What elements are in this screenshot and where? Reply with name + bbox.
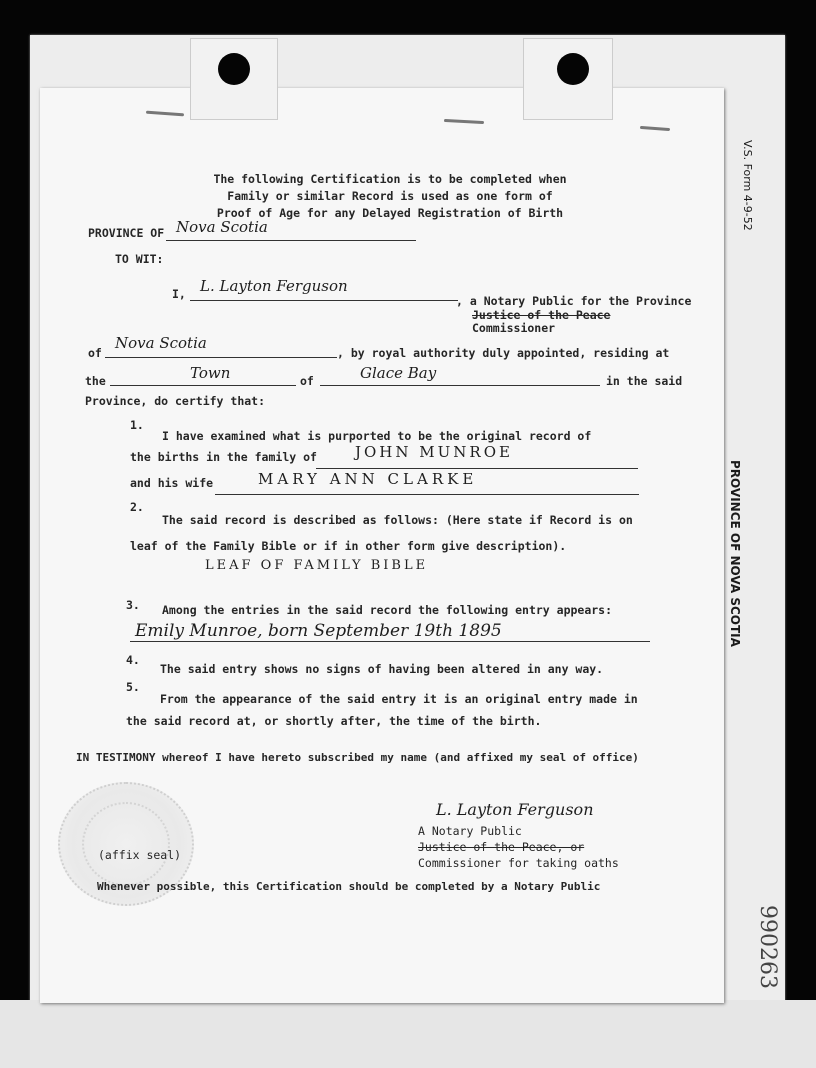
province-label: PROVINCE OF	[88, 226, 165, 240]
role-commissioner: Commissioner	[472, 321, 556, 335]
notary-name: L. Layton Ferguson	[200, 277, 348, 295]
header-line-1: The following Certification is to be completed when	[213, 172, 567, 186]
of-label: of	[88, 346, 102, 360]
item-2-number: 2.	[130, 500, 144, 514]
entry-line	[130, 641, 650, 642]
town-value: Town	[190, 364, 231, 382]
family-line	[316, 468, 638, 469]
role-justice: Justice of the Peace	[472, 308, 611, 322]
place-value: Glace Bay	[360, 364, 437, 382]
testimony-text: IN TESTIMONY whereof I have hereto subscribed my name (and affixed my seal of office)	[76, 751, 639, 764]
province-side-label: PROVINCE OF NOVA SCOTIA	[728, 460, 742, 647]
the-label: the	[85, 374, 106, 388]
sig-notary-public: A Notary Public	[418, 824, 522, 838]
item-5-line-1: From the appearance of the said entry it is an original entry made in	[160, 692, 638, 706]
item-1-line-2: the births in the family of	[130, 450, 317, 464]
certify-text: Province, do certify that:	[85, 394, 266, 408]
notary-signature: L. Layton Ferguson	[436, 800, 594, 819]
item-4-line-1: The said entry shows no signs of having been altered in any way.	[160, 662, 604, 676]
of-value: Nova Scotia	[115, 334, 207, 352]
notary-name-line	[190, 300, 458, 301]
record-number: 990263	[755, 905, 780, 989]
item-3-number: 3.	[126, 598, 140, 612]
punch-hole-left	[218, 53, 250, 85]
in-said: in the said	[606, 374, 683, 388]
item-5-number: 5.	[126, 680, 140, 694]
town-line	[110, 385, 296, 386]
of2-label: of	[300, 374, 314, 388]
item-1-line-3: and his wife	[130, 476, 214, 490]
record-description: LEAF OF FAMILY BIBLE	[205, 558, 429, 573]
of-line	[105, 357, 337, 358]
header-line-2: Family or similar Record is used as one form of	[227, 189, 553, 203]
province-line	[166, 240, 416, 241]
item-5-line-2: the said record at, or shortly after, the time of the birth.	[126, 714, 542, 728]
header-line-3: Proof of Age for any Delayed Registration of Birth	[216, 206, 564, 220]
to-wit-label: TO WIT:	[115, 252, 164, 266]
wife-name: MARY ANN CLARKE	[258, 470, 478, 488]
bottom-sheet-edge	[0, 1000, 816, 1068]
form-code: V.S. Form 4-9-52	[741, 140, 754, 231]
authority-text: , by royal authority duly appointed, residing at	[337, 346, 670, 360]
footer-note: Whenever possible, this Certification should be completed by a Notary Public	[97, 880, 601, 893]
punch-hole-right	[557, 53, 589, 85]
i-label: I,	[172, 287, 186, 301]
birth-entry: Emily Munroe, born September 19th 1895	[135, 621, 502, 641]
role-notary: , a Notary Public for the Province	[456, 294, 692, 308]
family-name: JOHN MUNROE	[355, 443, 513, 461]
item-1-number: 1.	[130, 418, 144, 432]
sig-justice: Justice of the Peace, or	[418, 840, 585, 854]
province-value: Nova Scotia	[176, 218, 268, 236]
wife-line	[215, 494, 639, 495]
item-4-number: 4.	[126, 653, 140, 667]
item-1-line-1: I have examined what is purported to be the original record of	[162, 429, 592, 443]
affix-seal-label: (affix seal)	[98, 848, 182, 862]
item-3-line-1: Among the entries in the said record the following entry appears:	[162, 603, 613, 617]
item-2-line-1: The said record is described as follows: (Here state if Record is on	[162, 513, 633, 527]
item-2-line-2: leaf of the Family Bible or if in other form give description).	[130, 539, 567, 553]
sig-commissioner: Commissioner for taking oaths	[418, 856, 619, 870]
place-line	[320, 385, 600, 386]
